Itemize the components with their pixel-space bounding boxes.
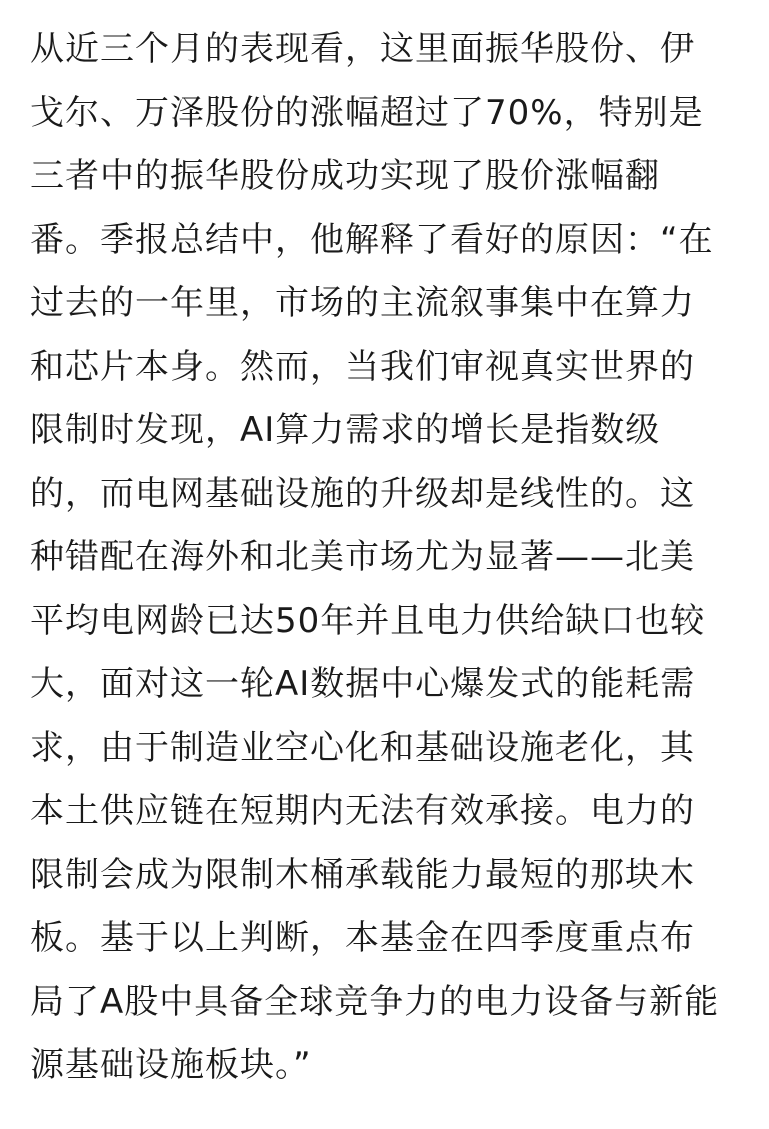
text-line: 局了A股中具备全球竞争力的电力设备与新能 [30,981,720,1022]
article-text [30,18,750,1098]
text-line: 源基础设施板块。” [30,1045,312,1085]
text-line: 求，由于制造业空心化和基础设施老化，其 [30,727,695,768]
text-line: 平均电网龄已达50年并且电力供给缺口也较 [30,600,706,641]
text-line: 番。季报总结中，他解释了看好的原因：“在 [30,219,714,260]
text-line: 过去的一年里，市场的主流叙事集中在算力 [30,283,695,323]
text-line: 本土供应链在短期内无法有效承接。电力的 [30,791,695,831]
text-line: 三者中的振华股份成功实现了股价涨幅翻 [30,156,660,196]
text-line: 的，而电网基础设施的升级却是线性的。这 [30,473,695,514]
text-line: 限制时发现，AI算力需求的增长是指数级 [30,410,661,450]
text-line: 种错配在海外和北美市场尤为显著——北美 [30,537,695,577]
text-line: 戈尔、万泽股份的涨幅超过了70%，特别是 [30,92,704,133]
text-line: 从近三个月的表现看，这里面振华股份、伊 [30,29,695,69]
text-line: 和芯片本身。然而，当我们审视真实世界的 [30,346,695,387]
text-line: 大，面对这一轮AI数据中心爆发式的能耗需 [30,664,696,704]
text-line: 板。基于以上判断，本基金在四季度重点布 [30,918,695,958]
text-line: 限制会成为限制木桶承载能力最短的那块木 [30,854,695,895]
